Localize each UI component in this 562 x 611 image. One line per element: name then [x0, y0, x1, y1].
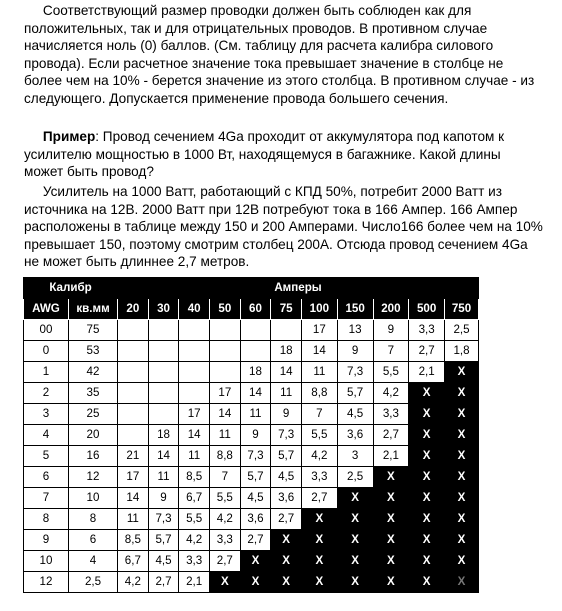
not-allowed-cell: X — [409, 446, 445, 467]
mm-cell: 8 — [68, 509, 117, 530]
table-row — [24, 572, 479, 593]
awg-cell: 2 — [24, 383, 69, 404]
table-row — [24, 446, 479, 467]
empty-cell — [118, 383, 149, 404]
length-cell: 2,7 — [409, 341, 445, 362]
table-group-header-row — [24, 278, 479, 299]
not-allowed-cell: X — [210, 572, 241, 593]
amps-column-header: 150 — [337, 299, 373, 320]
not-allowed-cell: X — [301, 530, 337, 551]
length-cell: 11 — [148, 467, 179, 488]
mm-cell: 4 — [68, 551, 117, 572]
not-allowed-cell: X — [445, 383, 479, 404]
mm-cell: 35 — [68, 383, 117, 404]
awg-cell: 8 — [24, 509, 69, 530]
length-cell: 2,7 — [148, 572, 179, 593]
table-column-header-row — [24, 299, 479, 320]
length-cell: 7,3 — [271, 425, 302, 446]
text-line: расположены в таблице между 150 и 200 Амперами. Число166 более чем на 10% — [24, 219, 543, 235]
mm-cell: 16 — [68, 446, 117, 467]
length-cell: 4,2 — [118, 572, 149, 593]
not-allowed-cell: X — [409, 425, 445, 446]
empty-cell — [118, 425, 149, 446]
length-cell: 3,3 — [179, 551, 210, 572]
length-cell: 11 — [118, 509, 149, 530]
not-allowed-cell: X — [409, 572, 445, 593]
not-allowed-cell: X — [409, 404, 445, 425]
amps-column-header: 200 — [373, 299, 409, 320]
mm-cell: 2,5 — [68, 572, 117, 593]
not-allowed-cell: X — [337, 509, 373, 530]
amps-group-header: Амперы — [118, 278, 479, 299]
example-label: Пример — [42, 129, 96, 144]
text-line: усилителю мощностью в 1000 Вт, находящемуся в багажнике. Какой длины — [24, 146, 501, 162]
length-cell: 21 — [118, 446, 149, 467]
length-cell: 14 — [271, 362, 302, 383]
length-cell: 2,7 — [271, 509, 302, 530]
not-allowed-cell: X — [409, 551, 445, 572]
mm-cell: 12 — [68, 467, 117, 488]
awg-cell: 9 — [24, 530, 69, 551]
not-allowed-cell: X — [373, 530, 409, 551]
awg-cell: 7 — [24, 488, 69, 509]
solution-paragraph — [24, 183, 559, 271]
gauge-group-header: Калибр — [24, 278, 118, 299]
length-cell: 3,6 — [337, 425, 373, 446]
text-line — [24, 183, 559, 201]
not-allowed-cell: X — [373, 551, 409, 572]
not-allowed-cell: X — [445, 446, 479, 467]
length-cell: 14 — [148, 446, 179, 467]
mm-cell: 6 — [68, 530, 117, 551]
length-cell: 3,6 — [271, 488, 302, 509]
length-cell: 9 — [373, 320, 409, 341]
not-allowed-cell: X — [271, 551, 302, 572]
not-allowed-cell: X — [301, 572, 337, 593]
length-cell: 4,2 — [179, 530, 210, 551]
length-cell: 4,5 — [337, 404, 373, 425]
awg-cell: 12 — [24, 572, 69, 593]
length-cell: 14 — [240, 383, 271, 404]
empty-cell — [118, 362, 149, 383]
length-cell: 3,3 — [301, 467, 337, 488]
length-cell: 6,7 — [118, 551, 149, 572]
table-row — [24, 383, 479, 404]
table-row — [24, 509, 479, 530]
length-cell: 3,3 — [210, 530, 241, 551]
text-line: провода). Если расчетное значение тока превышает значение в столбце не — [24, 55, 504, 71]
mm-cell: 25 — [68, 404, 117, 425]
text-line: может быть провод? — [24, 164, 154, 180]
not-allowed-cell: X — [373, 509, 409, 530]
not-allowed-cell: X — [240, 551, 271, 572]
length-cell: 11 — [179, 446, 210, 467]
empty-cell — [210, 320, 241, 341]
length-cell: 4,2 — [373, 383, 409, 404]
table-row — [24, 320, 479, 341]
length-cell: 2,7 — [373, 425, 409, 446]
table-body — [24, 320, 479, 593]
mm-cell: 53 — [68, 341, 117, 362]
awg-cell: 6 — [24, 467, 69, 488]
text-line: начисляется ноль (0) баллов. (См. таблицу для расчета калибра силового — [24, 38, 494, 54]
table-row — [24, 362, 479, 383]
length-cell: 4,5 — [271, 467, 302, 488]
text-line-content: Усилитель на 1000 Ватт, работающий с КПД 50%, потребит 2000 Ватт из — [42, 184, 502, 199]
amps-column-header: 50 — [210, 299, 241, 320]
text-line: превышает 150, поэтому смотрим столбец 200А. Отсюда провод сечением 4Ga — [24, 236, 528, 252]
length-cell: 5,7 — [148, 530, 179, 551]
not-allowed-cell: X — [337, 530, 373, 551]
not-allowed-cell: X — [445, 425, 479, 446]
mm-column-header: кв.мм — [68, 299, 117, 320]
length-cell: 14 — [179, 425, 210, 446]
empty-cell — [179, 362, 210, 383]
length-cell: 3 — [337, 446, 373, 467]
not-allowed-cell: X — [445, 509, 479, 530]
not-allowed-cell: X — [373, 572, 409, 593]
amps-column-header: 60 — [240, 299, 271, 320]
not-allowed-cell: X — [409, 509, 445, 530]
length-cell: 2,1 — [373, 446, 409, 467]
not-allowed-cell: X — [301, 551, 337, 572]
not-allowed-cell: X — [445, 404, 479, 425]
length-cell: 4,5 — [148, 551, 179, 572]
length-cell: 7 — [301, 404, 337, 425]
not-allowed-cell: X — [409, 530, 445, 551]
empty-cell — [148, 362, 179, 383]
amps-column-header: 20 — [118, 299, 149, 320]
mm-cell: 20 — [68, 425, 117, 446]
length-cell: 2,7 — [301, 488, 337, 509]
table-row — [24, 530, 479, 551]
length-cell: 8,8 — [301, 383, 337, 404]
length-cell: 11 — [301, 362, 337, 383]
not-allowed-cell: X — [271, 572, 302, 593]
amps-column-header: 500 — [409, 299, 445, 320]
length-cell: 1,8 — [445, 341, 479, 362]
wire-gauge-table — [23, 277, 479, 593]
not-allowed-cell: X — [409, 467, 445, 488]
not-allowed-cell: X — [409, 488, 445, 509]
empty-cell — [148, 383, 179, 404]
length-cell: 2,1 — [409, 362, 445, 383]
empty-cell — [148, 320, 179, 341]
length-cell: 7,3 — [337, 362, 373, 383]
length-cell: 13 — [337, 320, 373, 341]
empty-cell — [179, 320, 210, 341]
length-cell: 4,2 — [301, 446, 337, 467]
empty-cell — [148, 404, 179, 425]
text-line: не может быть длиннее 2,7 метров. — [24, 254, 250, 270]
awg-cell: 3 — [24, 404, 69, 425]
length-cell: 2,5 — [337, 467, 373, 488]
not-allowed-cell: X — [445, 362, 479, 383]
empty-cell — [240, 320, 271, 341]
length-cell: 18 — [240, 362, 271, 383]
length-cell: 8,5 — [179, 467, 210, 488]
text-line-content: : Провод сечением 4Ga проходит от аккумулятора под капотом к — [95, 129, 505, 144]
length-cell: 9 — [148, 488, 179, 509]
length-cell: 17 — [118, 467, 149, 488]
length-cell: 14 — [301, 341, 337, 362]
length-cell: 4,2 — [210, 509, 241, 530]
text-line: более чем на 10% - берется значение из этого столбца. В противном случае - из — [24, 73, 535, 89]
empty-cell — [118, 320, 149, 341]
text-line: следующего. Допускается применение провода большего сечения. — [24, 90, 449, 106]
length-cell: 2,7 — [210, 551, 241, 572]
length-cell: 3,3 — [409, 320, 445, 341]
example-paragraph — [24, 128, 559, 181]
length-cell: 7 — [210, 467, 241, 488]
amps-column-header: 100 — [301, 299, 337, 320]
text-line — [24, 2, 559, 20]
awg-column-header: AWG — [24, 299, 69, 320]
length-cell: 11 — [210, 425, 241, 446]
text-line: положительных, так и для отрицательных проводов. В противном случае — [24, 20, 488, 36]
length-cell: 9 — [240, 425, 271, 446]
length-cell: 5,5 — [210, 488, 241, 509]
table-row — [24, 551, 479, 572]
length-cell: 2,1 — [179, 572, 210, 593]
empty-cell — [240, 341, 271, 362]
length-cell: 17 — [179, 404, 210, 425]
table-row — [24, 425, 479, 446]
empty-cell — [179, 383, 210, 404]
length-cell: 2,7 — [240, 530, 271, 551]
length-cell: 17 — [301, 320, 337, 341]
empty-cell — [148, 341, 179, 362]
length-cell: 9 — [271, 404, 302, 425]
empty-cell — [210, 341, 241, 362]
amps-column-header: 750 — [445, 299, 479, 320]
length-cell: 6,7 — [179, 488, 210, 509]
table-row — [24, 404, 479, 425]
length-cell: 5,7 — [337, 383, 373, 404]
not-allowed-cell: X — [240, 572, 271, 593]
empty-cell — [271, 320, 302, 341]
empty-cell — [210, 362, 241, 383]
table-row — [24, 488, 479, 509]
not-allowed-cell: X — [337, 572, 373, 593]
length-cell: 7 — [373, 341, 409, 362]
length-cell: 8,5 — [118, 530, 149, 551]
not-allowed-cell: X — [445, 530, 479, 551]
text-line: источника на 12В. 2000 Ватт при 12В потребуют тока в 166 Ампер. 166 Ампер — [24, 201, 518, 217]
amps-column-header: 30 — [148, 299, 179, 320]
length-cell: 5,5 — [179, 509, 210, 530]
intro-paragraph — [24, 2, 559, 108]
not-allowed-cell: X — [445, 467, 479, 488]
amps-column-header: 75 — [271, 299, 302, 320]
awg-cell: 0 — [24, 341, 69, 362]
amps-column-header: 40 — [179, 299, 210, 320]
length-cell: 5,5 — [301, 425, 337, 446]
length-cell: 5,7 — [240, 467, 271, 488]
length-cell: 17 — [210, 383, 241, 404]
empty-cell — [179, 341, 210, 362]
length-cell: 18 — [271, 341, 302, 362]
length-cell: 5,5 — [373, 362, 409, 383]
length-cell: 4,5 — [240, 488, 271, 509]
text-line-content: Соответствующий размер проводки должен быть соблюден как для — [42, 3, 472, 18]
mm-cell: 10 — [68, 488, 117, 509]
length-cell: 8,8 — [210, 446, 241, 467]
empty-cell — [118, 404, 149, 425]
length-cell: 11 — [240, 404, 271, 425]
table-row — [24, 467, 479, 488]
length-cell: 3,3 — [373, 404, 409, 425]
not-allowed-cell: X — [445, 488, 479, 509]
length-cell: 14 — [118, 488, 149, 509]
not-allowed-cell: X — [445, 572, 479, 593]
length-cell: 3,6 — [240, 509, 271, 530]
length-cell: 18 — [148, 425, 179, 446]
length-cell: 5,7 — [271, 446, 302, 467]
empty-cell — [118, 341, 149, 362]
not-allowed-cell: X — [301, 509, 337, 530]
awg-cell: 10 — [24, 551, 69, 572]
not-allowed-cell: X — [445, 551, 479, 572]
length-cell: 14 — [210, 404, 241, 425]
awg-cell: 5 — [24, 446, 69, 467]
text-line — [24, 128, 559, 146]
not-allowed-cell: X — [271, 530, 302, 551]
awg-cell: 1 — [24, 362, 69, 383]
awg-cell: 00 — [24, 320, 69, 341]
not-allowed-cell: X — [409, 383, 445, 404]
not-allowed-cell: X — [373, 467, 409, 488]
not-allowed-cell: X — [337, 551, 373, 572]
mm-cell: 42 — [68, 362, 117, 383]
length-cell: 7,3 — [148, 509, 179, 530]
mm-cell: 75 — [68, 320, 117, 341]
awg-cell: 4 — [24, 425, 69, 446]
length-cell: 7,3 — [240, 446, 271, 467]
table-row — [24, 341, 479, 362]
not-allowed-cell: X — [373, 488, 409, 509]
length-cell: 11 — [271, 383, 302, 404]
length-cell: 9 — [337, 341, 373, 362]
length-cell: 2,5 — [445, 320, 479, 341]
not-allowed-cell: X — [337, 488, 373, 509]
